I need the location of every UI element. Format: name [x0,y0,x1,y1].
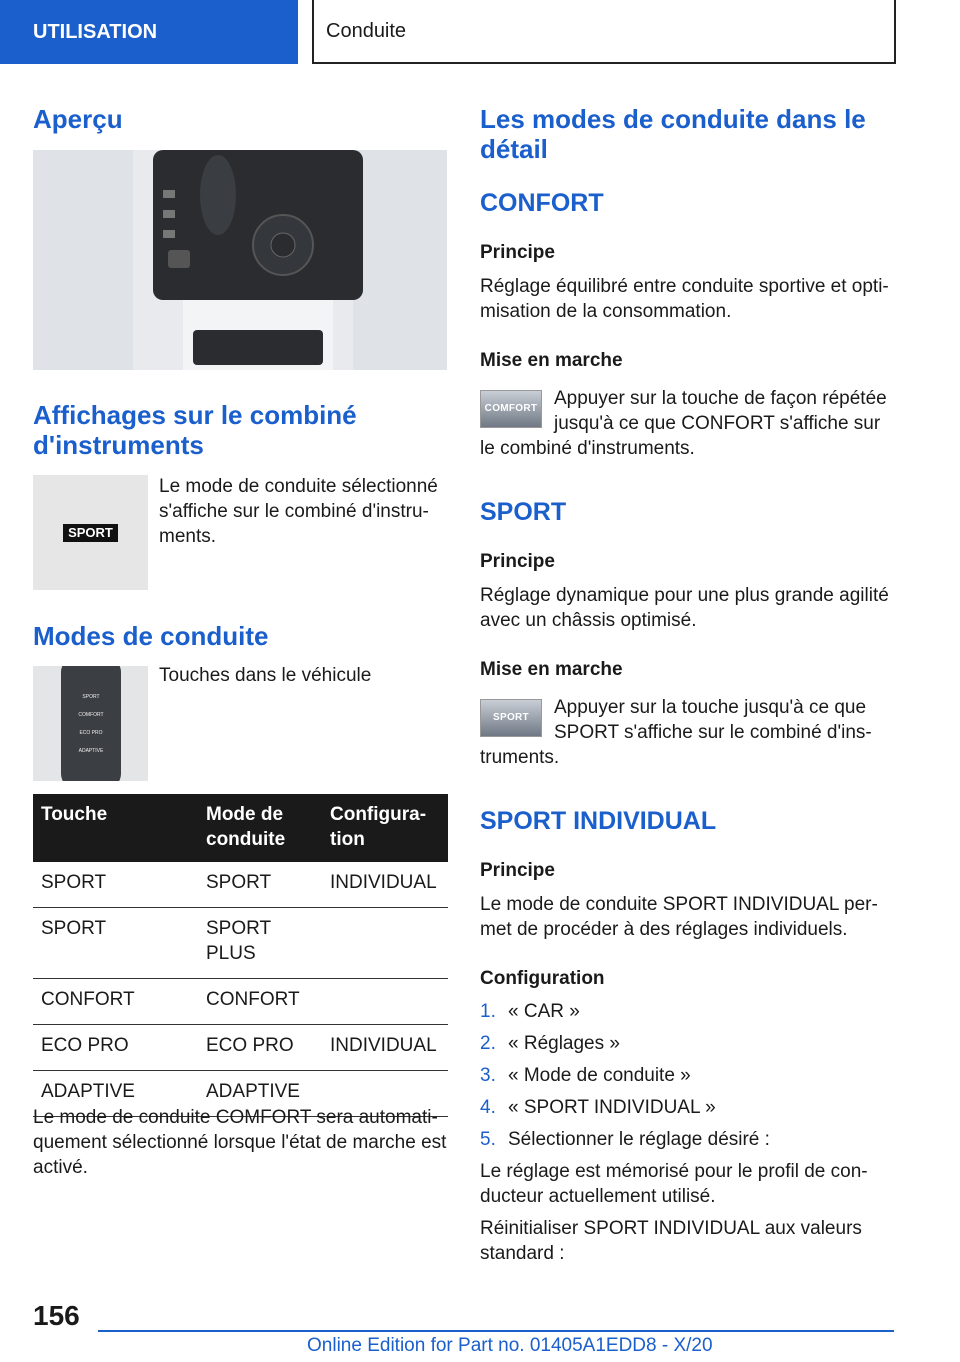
table-cell: ADAPTIVE [198,1071,322,1117]
table-cell: INDIVIDUAL [322,862,448,908]
list-item [480,1127,770,1152]
sport-button-icon: SPORT [480,699,542,737]
confort-title: CONFORT [480,189,604,217]
affichages-title: Affichages sur le combiné d'instruments [33,400,357,460]
confort-marche-label: Mise en marche [480,350,623,371]
sport-display-badge: SPORT [63,524,118,542]
list-number: 2. [480,1033,496,1054]
console-image [33,150,447,370]
modes-text: Touches dans le véhicule [159,665,372,686]
table-row [33,1025,448,1071]
footer-rule [98,1330,894,1332]
list-item [480,999,580,1024]
list-text: « Réglages » [508,1033,620,1054]
table-cell: CONFORT [198,979,322,1025]
table-row [33,979,448,1025]
list-text: « Mode de conduite » [508,1065,691,1086]
sport-title: SPORT [480,498,567,526]
detail-title: Les modes de conduite dans le détail [480,104,866,164]
individual-after-text-1: Le réglage est mémorisé pour le profil de con-ducteur actuellement utilisé. [480,1161,868,1207]
sport-display-image [33,475,148,590]
chapter-tab: Conduite [312,0,896,64]
table-row [33,908,448,979]
table-row [33,862,448,908]
panel-label-comfort: COMFORT [78,712,104,718]
footer-edition: Online Edition for Part no. 01405A1EDD8 - X/20 [307,1335,713,1356]
list-number: 5. [480,1129,496,1150]
confort-principe-text: Réglage équilibré entre conduite sportive et opti-misation de la consommation. [480,276,889,322]
page-header [0,0,960,66]
table-cell: SPORT [198,862,322,908]
table-cell: ECO PRO [33,1025,198,1071]
table-header-row [33,794,448,862]
confort-principe-label: Principe [480,242,555,263]
confort-marche-text-3: le combiné d'instruments. [480,438,695,459]
individual-after-text-2: Réinitialiser SPORT INDIVIDUAL aux valeurs standard : [480,1218,862,1264]
table-cell: ECO PRO [198,1025,322,1071]
section-tab: UTILISATION [0,0,298,64]
confort-marche-text-1: Appuyer sur la touche de façon répétée [554,388,887,409]
list-text: Sélectionner le réglage désiré : [508,1129,770,1150]
sport-marche-text-1: Appuyer sur la touche jusqu'à ce que [554,697,867,718]
individual-config-label: Configuration [480,968,605,989]
table-cell: ADAPTIVE [33,1071,198,1117]
list-text: « SPORT INDIVIDUAL » [508,1097,716,1118]
individual-title: SPORT INDIVIDUAL [480,807,717,835]
table-cell [322,908,448,979]
table-header: Configura-tion [322,794,448,862]
panel-label-adaptive: ADAPTIVE [78,748,104,754]
list-number: 4. [480,1097,496,1118]
affichages-text: Le mode de conduite sélectionné s'affiche sur le combiné d'instru-ments. [159,476,438,547]
list-item [480,1063,691,1088]
table-cell: SPORT PLUS [198,908,322,979]
table-cell [322,979,448,1025]
list-text: « CAR » [508,1001,580,1022]
individual-principe-label: Principe [480,860,555,881]
button-panel-image [33,666,148,781]
sport-marche-label: Mise en marche [480,659,623,680]
table-cell: INDIVIDUAL [322,1025,448,1071]
page-number: 156 [33,1300,80,1331]
list-item [480,1031,620,1056]
comfort-auto-text: Le mode de conduite COMFORT sera automati-quement sélectionné lorsque l'état de marche est activé. [33,1107,447,1178]
modes-title: Modes de conduite [33,621,269,651]
modes-table [33,794,448,1117]
table-cell: CONFORT [33,979,198,1025]
individual-principe-text: Le mode de conduite SPORT INDIVIDUAL per-met de procéder à des réglages individuels. [480,894,878,940]
confort-marche-text-2: jusqu'à ce que CONFORT s'affiche sur [554,413,881,434]
table-header: Mode de conduite [198,794,322,862]
sport-marche-text-3: truments. [480,747,560,768]
list-item [480,1095,716,1120]
apercu-title: Aperçu [33,104,123,134]
sport-marche-text-2: SPORT s'affiche sur le combiné d'ins- [554,722,872,743]
table-header: Touche [33,794,198,862]
list-number: 3. [480,1065,496,1086]
list-number: 1. [480,1001,496,1022]
table-cell: SPORT [33,908,198,979]
table-cell: SPORT [33,862,198,908]
sport-principe-label: Principe [480,551,555,572]
sport-principe-text: Réglage dynamique pour une plus grande agilité avec un châssis optimisé. [480,585,889,631]
panel-label-eco-pro: ECO PRO [79,730,103,736]
console-illustration [33,150,447,370]
panel-label-sport: SPORT [82,694,100,700]
comfort-button-icon: COMFORT [480,390,542,428]
